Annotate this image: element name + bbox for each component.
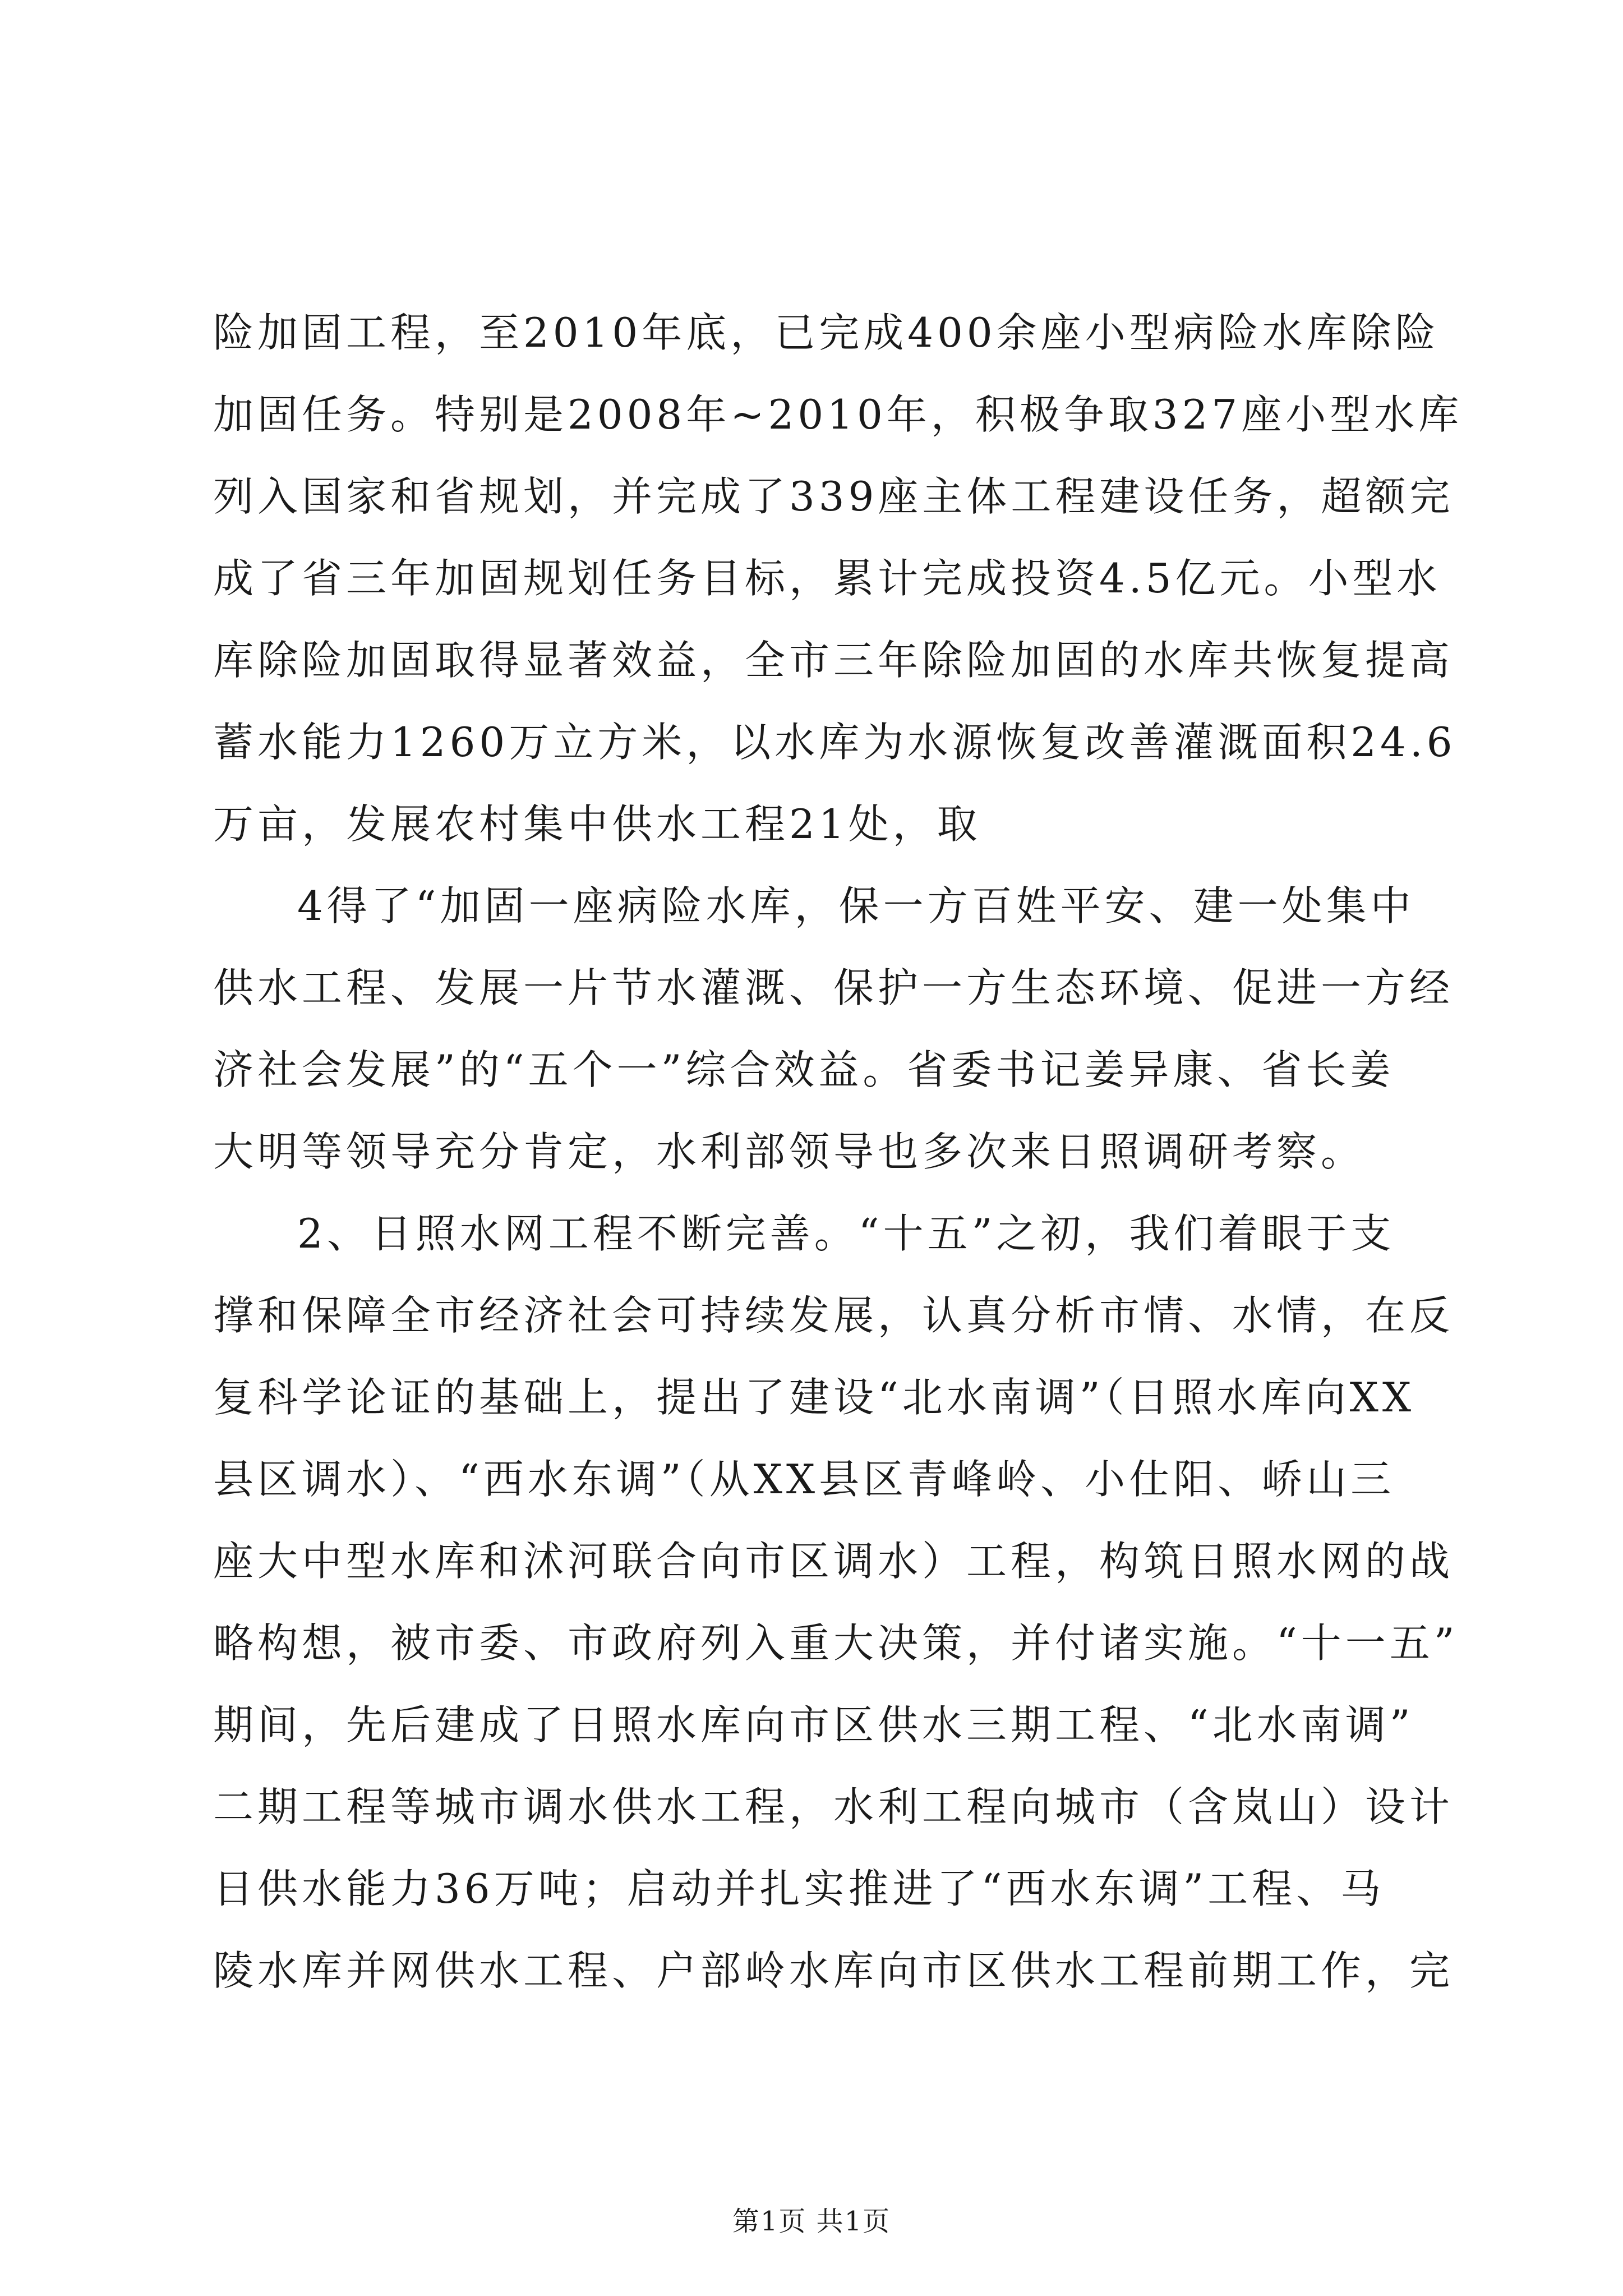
text-line: 县区调水）、“西水东调”（从XX县区青峰岭、小仕阳、峤山三 [213,1456,1395,1503]
text-line: 二期工程等城市调水供水工程，水利工程向城市（含岚山）设计 [213,1783,1454,1830]
text-line: 大明等领导充分肯定，水利部领导也多次来日照调研考察。 [213,1128,1366,1175]
text-line: 2、日照水网工程不断完善。“十五”之初，我们着眼于支 [297,1210,1395,1257]
text-line: 撑和保障全市经济社会可持续发展，认真分析市情、水情，在反 [213,1292,1454,1339]
paragraph [213,865,1454,1193]
text-line: 列入国家和省规划，并完成了339座主体工程建设任务，超额完 [213,473,1454,520]
text-line: 供水工程、发展一片节水灌溉、保护一方生态环境、促进一方经 [213,964,1454,1011]
text-line: 济社会发展”的“五个一”综合效益。省委书记姜异康、省长姜 [213,1046,1395,1093]
page-footer: 第1页 共1页 [732,2206,891,2237]
text-line: 略构想，被市委、市政府列入重大决策，并付诸实施。“十一五” [213,1619,1459,1667]
text-line: 期间，先后建成了日照水库向市区供水三期工程、“北水南调” [213,1701,1414,1749]
text-line: 成了省三年加固规划任务目标，累计完成投资4.5亿元。小型水 [213,555,1441,602]
text-line: 4得了“加固一座病险水库，保一方百姓平安、建一处集中 [297,882,1415,930]
paragraph [213,1193,1459,2012]
text-line: 险加固工程，至2010年底，已完成400余座小型病险水库除险 [213,309,1440,356]
text-line: 陵水库并网供水工程、户部岭水库向市区供水工程前期工作，完 [213,1947,1454,1994]
text-line: 万亩，发展农村集中供水工程21处，取 [213,800,981,848]
document-body [213,292,1463,2012]
text-line: 蓄水能力1260万立方米，以水库为水源恢复改善灌溉面积24.6 [213,719,1456,766]
text-line: 座大中型水库和沭河联合向市区调水）工程，构筑日照水网的战 [213,1538,1454,1585]
text-line: 复科学论证的基础上，提出了建设“北水南调”（日照水库向XX [213,1374,1415,1421]
text-line: 加固任务。特别是2008年~2010年，积极争取327座小型水库 [213,391,1463,438]
text-line: 库除险加固取得显著效益，全市三年除险加固的水库共恢复提高 [213,637,1454,684]
paragraph [213,292,1463,865]
text-line: 日供水能力36万吨；启动并扎实推进了“西水东调”工程、马 [213,1865,1385,1912]
